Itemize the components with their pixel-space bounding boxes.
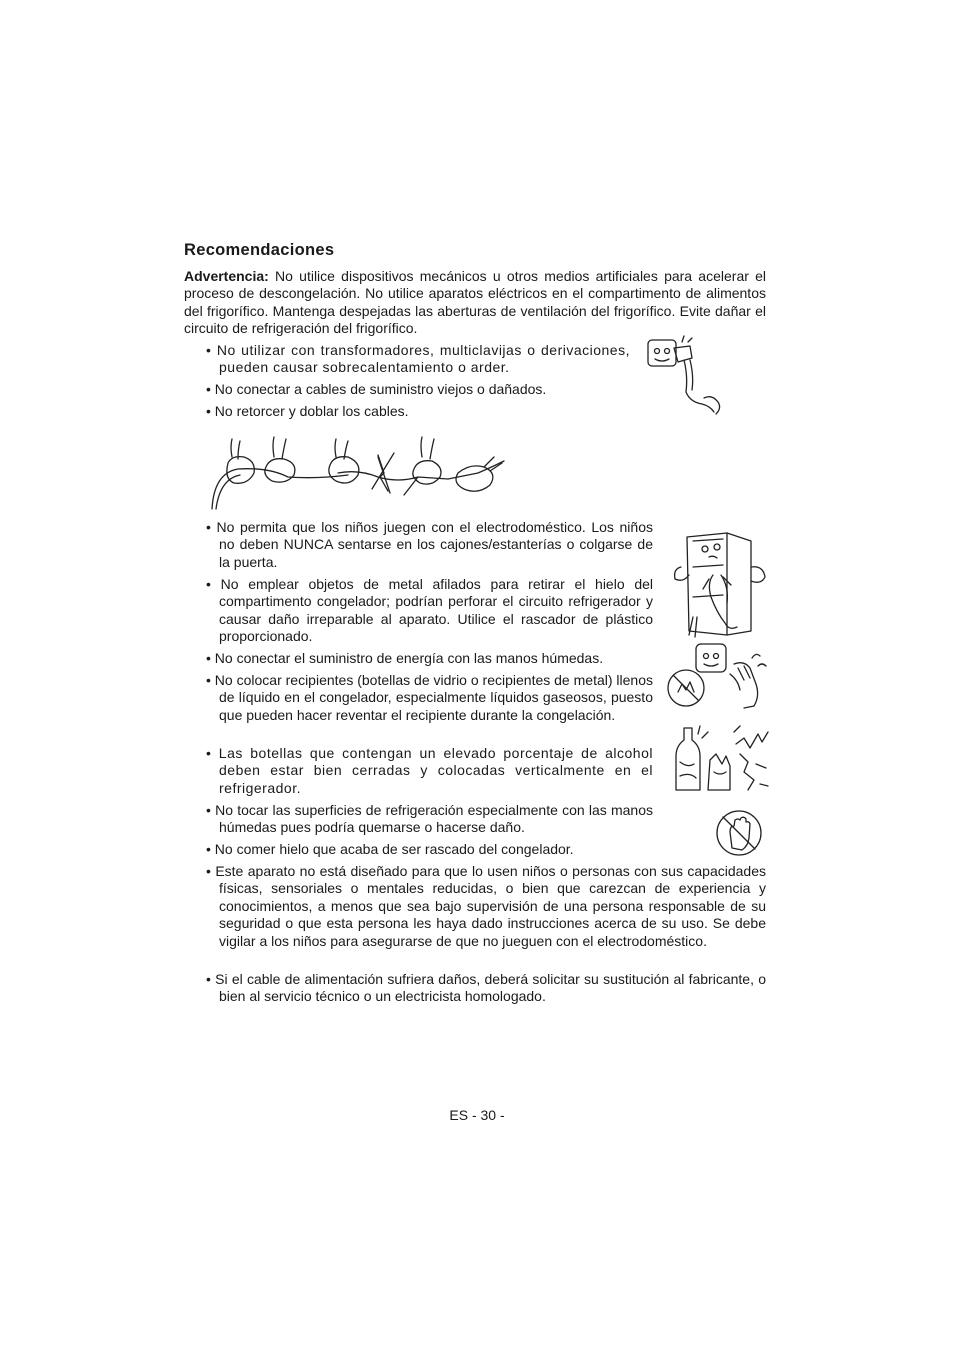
warning-text: No utilice dispositivos mecánicos u otros medios artificiales para acelerar el proceso de descongelación. No utilice aparatos eléctricos en el compartimento de alimentos del frigorífico. Mantenga despejadas las aberturas de ventilación del frigorífico. Evite dañar el circuito de refrigeración del frigorífico. [184, 268, 767, 337]
list-item: • Si el cable de alimentación sufriera daños, deberá solicitar su sustitución al fabricante, o bien al servicio técnico o un electricista homologado. [206, 971, 766, 1005]
list-item: • No comer hielo que acaba de ser rascado del congelador. [206, 841, 574, 857]
list-item: • No retorcer y doblar los cables. [206, 403, 409, 419]
list-item: • Las botellas que contengan un elevado porcentaje de alcohol deben estar bien cerradas y colocadas verticalmente en el refrigerador. [206, 745, 653, 796]
list-item: • No conectar el suministro de energía con las manos húmedas. [206, 650, 604, 666]
page-number: ES - 30 - [449, 1107, 505, 1123]
plug-socket-icon [644, 336, 726, 418]
no-touch-hand-icon [712, 808, 768, 858]
no-wet-hands-plug-icon [664, 640, 768, 712]
list-item: • No tocar las superficies de refrigeración especialmente con las manos húmedas pues podría quemarse o hacerse daño. [206, 802, 653, 836]
warning-paragraph [184, 268, 766, 338]
child-hanging-door-icon [667, 527, 771, 639]
list-item: • No colocar recipientes (botellas de vidrio o recipientes de metal) llenos de líquido en el congelador, especialmente líquidos gaseosos, puesto que pueden hacer reventar el recipiente durante la congelación. [206, 672, 653, 723]
list-item: • No permita que los niños juegen con el electrodoméstico. Los niños no deben NUNCA sentarse en los cajones/estanterías o colgarse de la puerta. [206, 519, 653, 570]
list-item: • No emplear objetos de metal afilados para retirar el hielo del compartimento congelador; podrían perforar el circuito refrigerador y causar daño irreparable al aparato. Utilice el rascador de plástico proporcionado. [206, 576, 653, 645]
warning-label: Advertencia: [184, 268, 269, 284]
list-item: • No utilizar con transformadores, multiclavijas o derivaciones, pueden causar sobrecalentamiento o arder. [206, 342, 630, 376]
list-item: • Este aparato no está diseñado para que lo usen niños o personas con sus capacidades físicas, sensoriales o mentales reducidas, o bien que carezcan de experiencia y conocimientos, a menos que sea bajo supervisión de una persona responsable de su seguridad o que esta persona les haya dado instrucciones acerca de su uso. Se debe vigilar a los niños para asegurarse de que no jueguen con el electrodoméstico. [206, 863, 766, 949]
twisted-cables-icon [208, 433, 508, 513]
broken-bottles-icon [670, 724, 770, 794]
list-item: • No conectar a cables de suministro viejos o dañados. [206, 381, 547, 397]
section-title: Recomendaciones [184, 241, 335, 259]
